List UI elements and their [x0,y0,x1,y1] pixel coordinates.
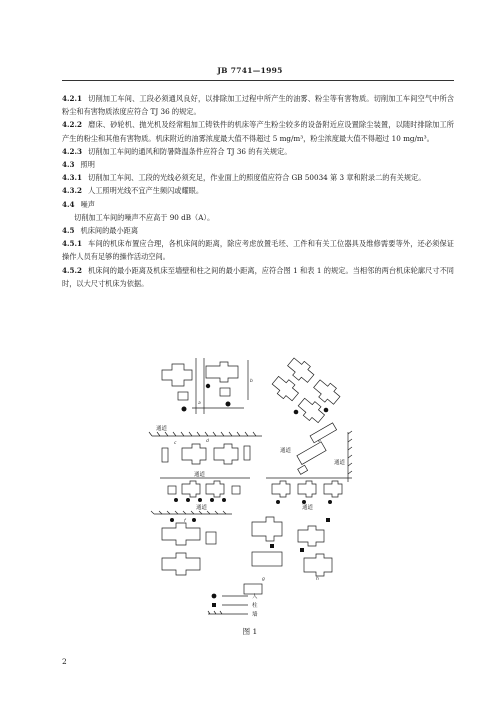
figure-legend [208,594,248,614]
dimension-letter: d [206,439,209,444]
section-text: 噪声 [80,199,95,209]
section-4-2-2 [62,118,454,144]
legend-label-person: 人 [252,594,258,600]
section-4-3-2 [62,184,454,197]
label-aisle: 通道 [280,448,292,454]
figure-panel-5 [160,478,250,497]
figure-panel-3 [149,432,262,464]
column-marker [300,548,304,552]
column-marker [270,544,274,548]
dimension-letter: g [262,577,265,582]
figure-panel-7 [151,511,232,575]
label-aisle: 通道 [156,426,168,432]
section-4-2-1 [62,92,454,118]
section-number: 4.4 [62,199,75,209]
section-4-4-heading [62,198,454,211]
legend-label-column: 柱 [252,603,258,609]
machine-layout-figure [148,352,362,624]
section-text: 机床间的最小距离 [80,226,139,236]
dimension-letter: c [174,441,177,446]
label-aisle: 通道 [196,505,208,511]
section-text: 磨床、砂轮机、抛光机及经常粗加工铸铁件的机床等产生粉尘较多的设备附近应设置除尘装置，以随时排除加工所产生的粉尘和其他有害物质。机床附近的油雾浓度最大值不得超过 5 mg/m³，粉尘浓度最大值不得超过 10 mg/m³。 [62,120,454,143]
dimension-letter: f [184,519,186,524]
person-marker [182,407,187,412]
header-rule [62,80,454,81]
section-number: 4.3.1 [62,173,83,183]
column-marker [326,518,330,522]
legend-person-symbol [212,594,217,599]
section-4-3-heading [62,158,454,171]
section-number: 4.5.2 [62,265,83,275]
document-body [62,92,454,290]
legend-label-wall: 墙 [252,612,258,618]
figure-panel-2 [270,355,343,426]
section-text: 人工照明光线不宜产生频闪或耀眼。 [88,186,204,196]
person-marker [222,498,226,502]
section-number: 4.2.2 [62,120,83,130]
document-header: JB 7741—1995 [217,66,283,75]
section-number: 4.5.1 [62,239,83,249]
section-4-5-2 [62,264,454,290]
section-4-2-3 [62,145,454,158]
dimension-letter: h [316,577,319,582]
section-text: 切削加工车间、工段必须通风良好，以排除加工过程中所产生的油雾、粉尘等有害物质。切削加工车间空气中所含粉尘和有害物质浓度应符合 TJ 36 的规定。 [62,94,454,117]
label-aisle: 通道 [334,460,346,466]
section-4-3-1 [62,171,454,184]
person-marker [170,518,174,522]
label-aisle: 通道 [302,505,314,511]
person-marker [186,498,190,502]
figure-panel-6 [266,478,352,497]
person-marker [276,500,280,504]
person-marker [210,498,214,502]
figure-caption: 图 1 [242,627,258,636]
section-text: 切削加工车间的通风和防暑降温条件应符合 TJ 36 的有关规定。 [88,146,292,156]
label-aisle: 通道 [194,472,206,478]
dimension-letter: b [250,379,253,384]
section-text: 切削加工车间、工段的光线必须充足，作业面上的照度值应符合 GB 50034 第 3 章和附录二的有关规定。 [88,173,426,183]
person-marker [324,408,329,413]
dimension-letter: e [318,439,321,444]
noise-limit-text [62,211,454,224]
person-marker [328,500,332,504]
section-4-5-1 [62,237,454,263]
section-number: 4.5 [62,226,75,236]
person-marker [302,500,306,504]
dimension-letter: a [198,401,201,406]
person-marker [206,384,210,388]
section-number: 4.2.3 [62,146,83,156]
section-text: 照明 [80,160,95,170]
legend-column-symbol [212,603,216,607]
person-marker [192,518,196,522]
person-marker [198,498,202,502]
person-marker [174,498,178,502]
person-marker [294,410,299,415]
page-number: 2 [62,657,67,666]
figure-panel-1 [162,358,248,414]
section-number: 4.3 [62,160,75,170]
section-text: 车间的机床布置应合理，各机床间的距离，除应考虑放置毛坯、工件和有关工位器具及维修需要等外，还必须保证操作人员有足够的操作活动空间。 [62,239,454,262]
section-number: 4.3.2 [62,186,83,196]
person-marker [226,402,231,407]
figure-panel-4 [292,423,352,482]
section-4-5-heading [62,224,454,237]
section-text: 机床间的最小距离及机床至墙壁和柱之间的最小距离，应符合图 1 和表 1 的规定。当相邻的两台机床轮廓尺寸不同时，以大尺寸机床为依据。 [62,265,454,288]
section-text: 切削加工车间的噪声不应高于 90 dB（A）。 [74,212,215,222]
section-number: 4.2.1 [62,94,83,103]
figure-panel-8 [244,517,332,594]
